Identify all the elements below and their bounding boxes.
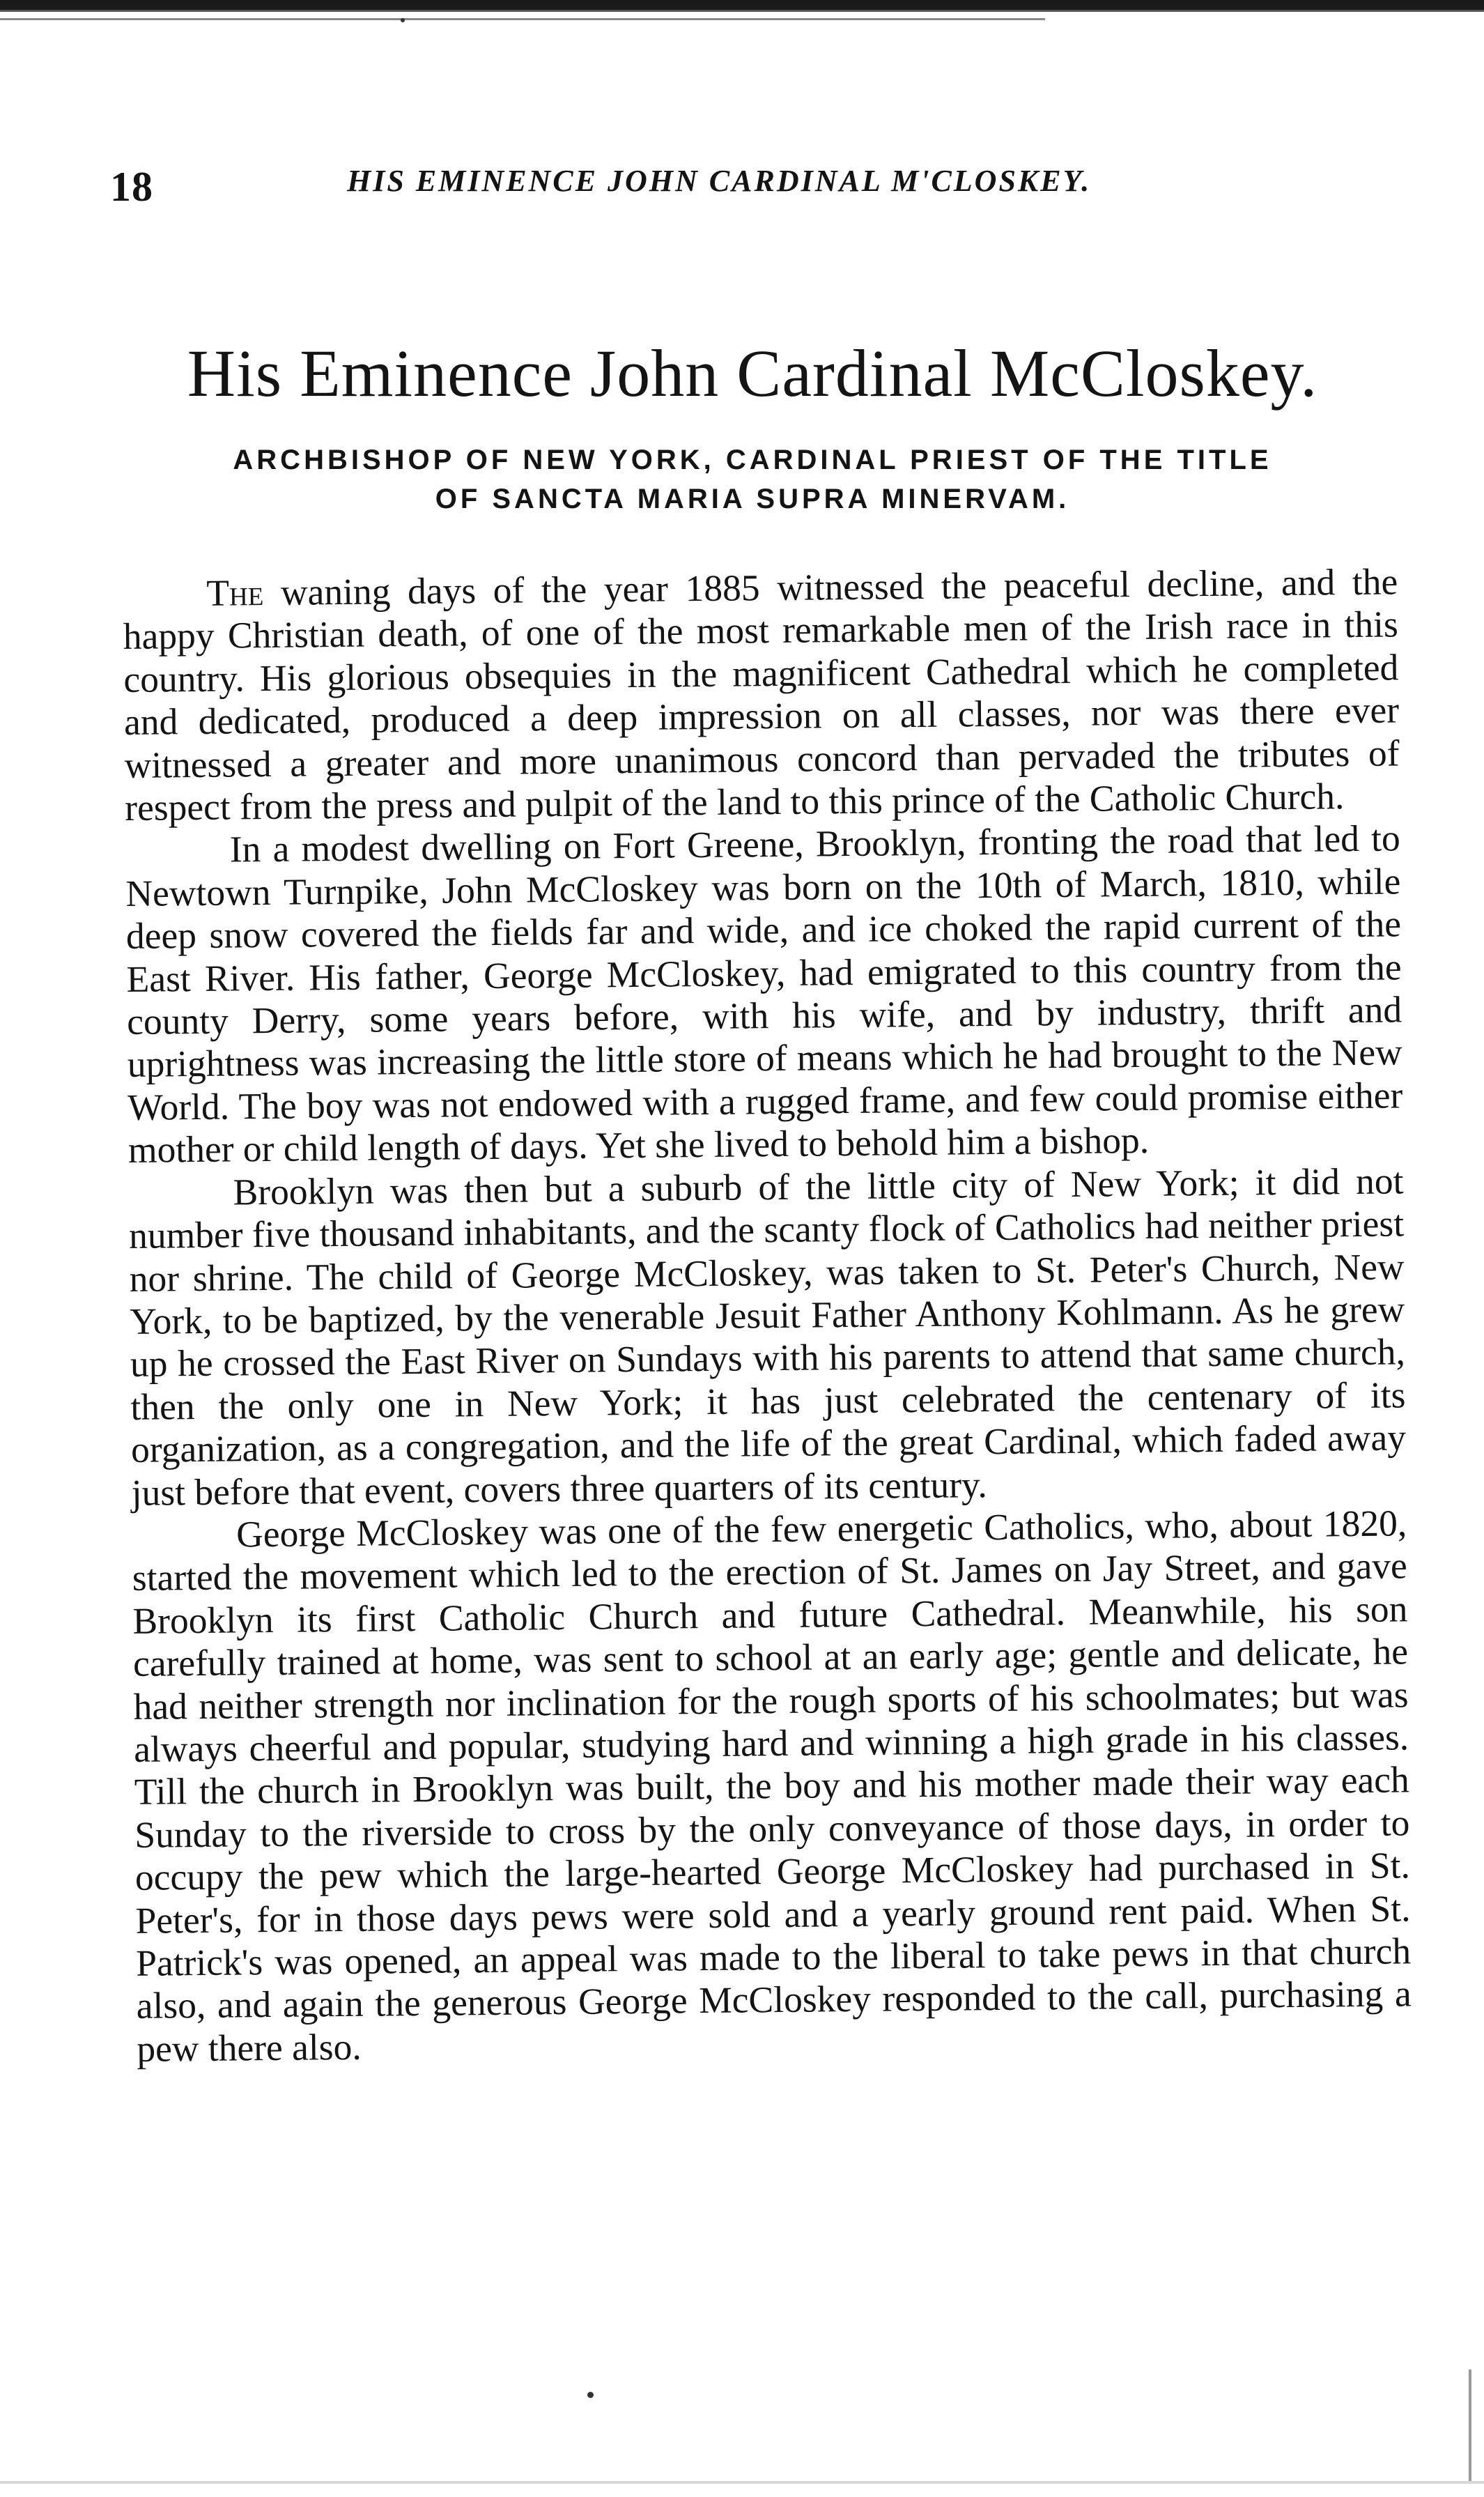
page-number: 18 <box>110 164 153 210</box>
footer-dot <box>587 2392 594 2398</box>
subtitle-line-1: ARCHBISHOP OF NEW YORK, CARDINAL PRIEST OF THE TITLE <box>233 445 1272 475</box>
subtitle-line-2: OF SANCTA MARIA SUPRA MINERVAM. <box>435 484 1070 514</box>
running-head <box>110 157 1134 213</box>
running-title: HIS EMINENCE JOHN CARDINAL M'CLOSKEY. <box>347 164 1092 198</box>
bottom-edge-smudge <box>0 2467 1484 2497</box>
paragraph-3: Brooklyn was then but a suburb of the little city of New York; it did not number five thousand inhabitants, and the scanty flock of Catholics had neither priest nor shrine. The child of George McCloskey, was taken to St. Peter's Church, New York, to be baptized, by the venerable Jesuit Father Anthony Kohlmann. As he grew up he crossed the East River on Sundays with his parents to attend that same church, then the only one in New York; it has just celebrated the centenary of its organization, as a congregation, and the life of the great Cardinal, which faded away just before that event, covers three quarters of its century. <box>128 1160 1407 1514</box>
paragraph-4: George McCloskey was one of the few energetic Catholics, who, about 1820, started the movement which led to the erection of St. James on Jay Street, and gave Brooklyn its first Catholic Church and future Cathedral. Meanwhile, his son carefully trained at home, was sent to school at an early age; gentle and delicate, he had neither strength nor inclination for the rough sports of his schoolmates; but was always cheerful and popular, studying hard and winning a high grade in his classes. Till the church in Brooklyn was built, the boy and his mother made their way each Sunday to the riverside to cross by the only conveyance of those days, in order to occupy the pew which the large-hearted George McCloskey had purchased in St. Peter's, for in those days pews were sold and a yearly ground rent paid. When St. Patrick's was opened, an appeal was made to the liberal to take pews in that church also, and again the generous George McCloskey responded to the call, purchasing a pew there also. <box>132 1502 1412 2070</box>
top-speck <box>401 18 405 22</box>
top-edge-thin-rule <box>0 18 1045 20</box>
paragraph-1-text: waning days of the year 1885 witnessed the peaceful decline, and the happy Christian death, of one of the most remarkable men of the Irish race in this country. His glorious obsequies in the magnificent Cathedral which he completed and dedicated, produced a deep impression on all classes, nor was there ever witnessed a greater and more unanimous concord than pervaded the tributes of respect from the press and pulpit of the land to this prince of the Catholic Church. <box>123 560 1400 829</box>
subtitle <box>111 440 1393 518</box>
right-edge-smudge <box>1462 2369 1480 2481</box>
paragraph-1-lead: The <box>206 571 264 614</box>
paragraph-1 <box>123 560 1400 829</box>
paragraph-2: In a modest dwelling on Fort Greene, Brooklyn, fronting the road that led to Newtown Turnpike, John McCloskey was born on the 10th of March, 1810, while deep snow covered the fields far and wide, and ice choked the rapid current of the East River. His father, George McCloskey, had emigrated to this country from the county Derry, some years before, with his wife, and by industry, thrift and uprightness was increasing the little store of means which he had brought to the New World. The boy was not endowed with a rugged frame, and few could promise either mother or child length of days. Yet she lived to behold him a bishop. <box>125 817 1403 1171</box>
top-edge-rule <box>0 0 1484 15</box>
page-title: His Eminence John Cardinal McCloskey. <box>187 336 1318 410</box>
article-body <box>123 560 1412 2070</box>
